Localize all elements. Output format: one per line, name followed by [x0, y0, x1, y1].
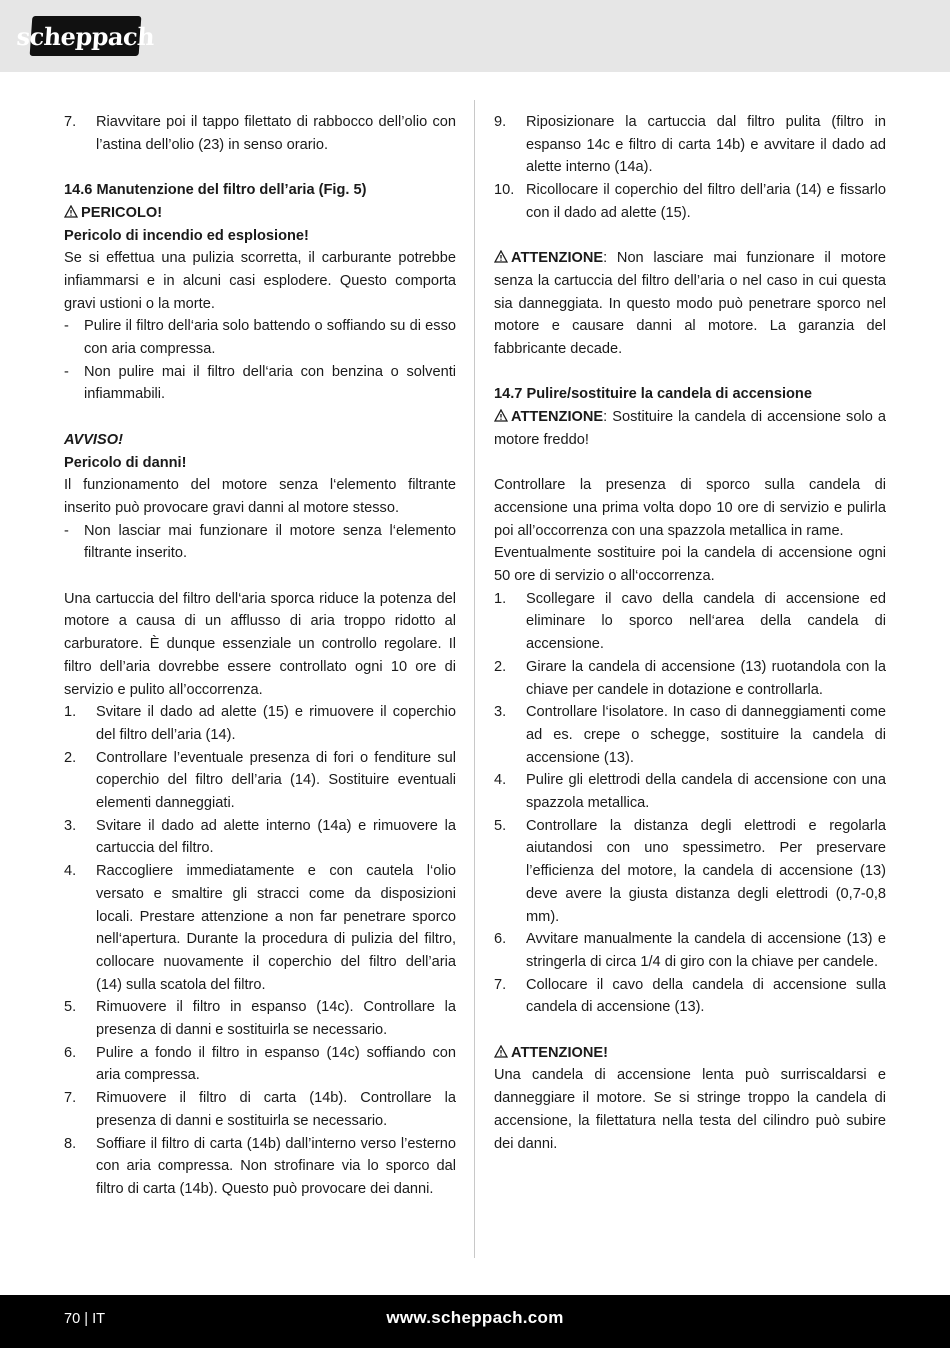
- list-item: 2. Girare la candela di accensione (13) ruotandola con la chiave per candele in dotazione e controllarla.: [494, 658, 886, 698]
- list-item: 6. Avvitare manualmente la candela di accensione (13) e stringerla di circa 1/4 di giro con la chiave per candele.: [494, 931, 886, 970]
- list-item: 4. Raccogliere immediatamente e con cautela l‘olio versato e smaltire gli stracci come da disposizioni locali. Prestare attenzione a non far penetrare sporco nell‘apertura. Durante la procedura di pulizia del filtro, collocare nuovamente il coperchio del filtro dell’aria (14) sulla scatola del filtro.: [64, 863, 456, 993]
- list-item: 3. Controllare l‘isolatore. In caso di danneggiamenti come ad es. crepe o schegge, sostituire la candela di accensione (13).: [494, 704, 886, 766]
- intro-paragraph: Una cartuccia del filtro dell‘aria sporca riduce la potenza del motore a causa di un afflusso di aria troppo ridotto al carburatore. È dunque essenziale un controllo regolare. Il filtro dell’aria dovrebbe essere controllato ogni 10 ore di servizio e pulito all’occorrenza.: [64, 590, 456, 698]
- list-item: 9. Riposizionare la cartuccia dal filtro pulita (filtro in espanso 14c e filtro di carta 14b) e avvitare il dado ad alette interno (14a).: [494, 114, 886, 176]
- list-item: 10. Ricollocare il coperchio del filtro dell’aria (14) e fissarlo con il dado ad alette (15).: [494, 182, 886, 221]
- right-column: [494, 111, 886, 1155]
- danger-heading: PERICOLO!: [64, 202, 456, 225]
- list-item: 2. Controllare l’eventuale presenza di fori o fenditure sul coperchio del filtro dell’aria (14). Sostituire eventuali elementi danneggiati.: [64, 749, 456, 812]
- warning-triangle-icon: [64, 205, 78, 218]
- list-item: 7. Collocare il cavo della candela di accensione sulla candela di accensione (13).: [494, 976, 886, 1016]
- list-item: 5. Rimuovere il filtro in espanso (14c). Controllare la presenza di danni e sostituirla se necessario.: [64, 999, 456, 1039]
- list-item: - Non lasciar mai funzionare il motore senza l‘elemento filtrante inserito.: [64, 522, 456, 562]
- brand-logo: scheppach: [30, 16, 142, 56]
- notice-text: Il funzionamento del motore senza l‘elemento filtrante inserito può provocare gravi danni al motore stesso.: [64, 477, 456, 516]
- list-item: 8. Soffiare il filtro di carta (14b) dall’interno verso l’esterno con aria compressa. Non strofinare via lo sporco dal filtro di carta (14b). Questo può provocare dei danni.: [64, 1135, 456, 1197]
- notice-label: AVVISO!: [64, 431, 123, 448]
- warning-triangle-icon: [494, 409, 508, 422]
- paragraph: Eventualmente sostituire poi la candela di accensione ogni 50 ore di servizio o all‘occorrenza.: [494, 545, 886, 585]
- column-divider: [474, 100, 475, 1258]
- warning-triangle-icon: [494, 250, 508, 263]
- list-item: - Non pulire mai il filtro dell‘aria con benzina o solventi infiammabili.: [64, 363, 456, 403]
- list-item: 1. Svitare il dado ad alette (15) e rimuovere il coperchio del filtro dell’aria (14).: [64, 704, 456, 743]
- list-item: 5. Controllare la distanza degli elettrodi e regolarla aiutandosi con uno spessimetro. Per preservare l’efficienza del motore, la candela di accensione (13) deve avere la giusta distanza degli elettrodi (0,7-0,8 mm).: [494, 817, 886, 925]
- warning-triangle-icon: [494, 1045, 508, 1058]
- left-column: [64, 111, 456, 1201]
- list-item: 7. Riavvitare poi il tappo filettato di rabbocco dell’olio con l’astina dell’olio (23) in senso orario.: [64, 114, 456, 153]
- section-title: 14.6 Manutenzione del filtro dell’aria (Fig. 5): [64, 182, 367, 199]
- paragraph: Controllare la presenza di sporco sulla candela di accensione una prima volta dopo 10 ore di servizio e pulirla poi all’occorrenza con una spazzola metallica in rame.: [494, 477, 886, 539]
- notice-subtitle: Pericolo di danni!: [64, 454, 187, 471]
- attention-paragraph: ATTENZIONE: Non lasciare mai funzionare il motore senza la cartuccia del filtro dell’aria o nel caso in cui questa sia danneggiata. In questo modo può penetrare sporco nel motore e causare danni al motore. La garanzia del fabbricante decade.: [494, 250, 886, 358]
- danger-text: Se si effettua una pulizia scorretta, il carburante potrebbe infiammarsi e in alcuni casi esplodere. Questo comporta gravi ustioni o la morte.: [64, 250, 456, 312]
- attention-text: Una candela di accensione lenta può surriscaldarsi e danneggiare il motore. Se si stringe troppo la candela di accensione, la filettatura nella testa del cilindro può subire dei danni.: [494, 1067, 886, 1152]
- list-item: - Pulire il filtro dell‘aria solo battendo o soffiando su di esso con aria compressa.: [64, 318, 456, 358]
- section-title: 14.7 Pulire/sostituire la candela di accensione: [494, 386, 812, 403]
- page-header: [0, 0, 950, 72]
- danger-subtitle: Pericolo di incendio ed esplosione!: [64, 227, 309, 244]
- attention-paragraph: ATTENZIONE: Sostituire la candela di accensione solo a motore freddo!: [494, 409, 886, 448]
- page-number: 70 | IT: [64, 1311, 106, 1327]
- list-item: 1. Scollegare il cavo della candela di accensione ed eliminare lo sporco nell‘area della candela di accensione.: [494, 590, 886, 653]
- page-footer: [0, 1295, 950, 1348]
- attention-heading: ATTENZIONE!: [494, 1042, 886, 1065]
- list-item: 3. Svitare il dado ad alette interno (14a) e rimuovere la cartuccia del filtro.: [64, 817, 456, 857]
- website-link[interactable]: www.scheppach.com: [386, 1308, 564, 1327]
- list-item: 4. Pulire gli elettrodi della candela di accensione con una spazzola metallica.: [494, 772, 886, 812]
- list-item: 6. Pulire a fondo il filtro in espanso (14c) soffiando con aria compressa.: [64, 1044, 456, 1084]
- list-item: 7. Rimuovere il filtro di carta (14b). Controllare la presenza di danni e sostituirla se necessario.: [64, 1090, 456, 1129]
